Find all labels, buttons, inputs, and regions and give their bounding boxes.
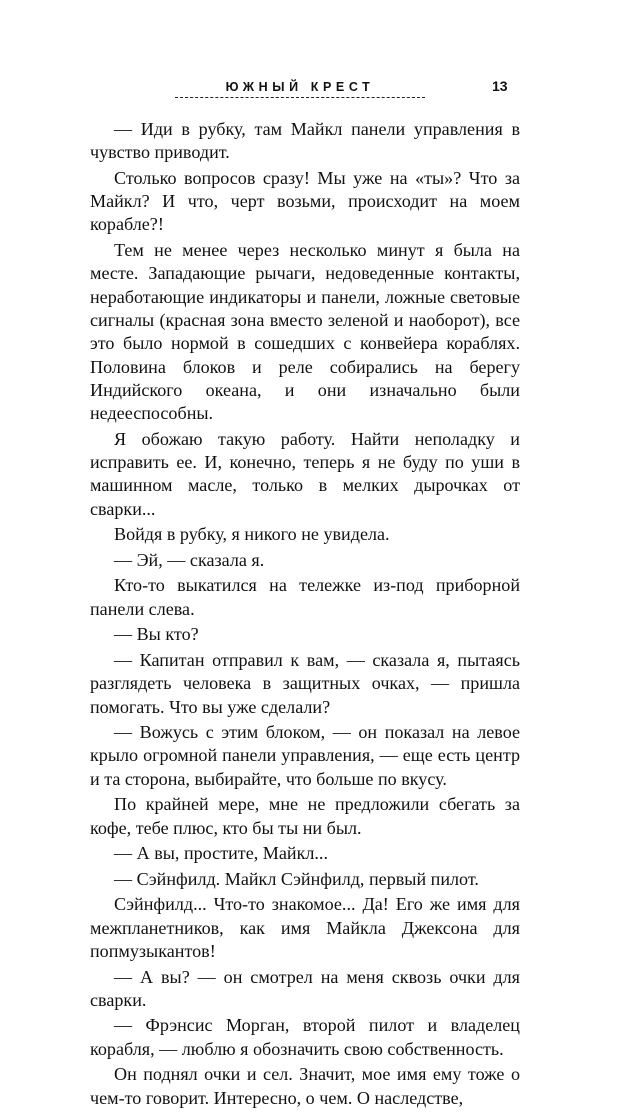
paragraph: Войдя в рубку, я никого не увидела. (114, 524, 390, 545)
header-dashed-rule (175, 97, 425, 98)
paragraph: — Сэйнфилд. Майкл Сэйнфилд, первый пилот. (114, 868, 479, 889)
paragraph: Тем не менее через несколько минут я была на месте. Западающие рычаги, недоведенные контакты, неработающие индикаторы и панели, ложные световые сигналы (красная зона вместо зеленой и наоборот), все это было нормой в сошедших с конвейера кораблях. Половина блоков и реле собирались на берегу Индийского океана, и они изначально были недееспособны. (90, 240, 520, 424)
running-head (175, 78, 425, 96)
paragraph: Кто-то выкатился на тележке из-под приборной панели слева. (90, 575, 520, 619)
paragraph: — А вы? — он смотрел на меня сквозь очки для сварки. (90, 966, 520, 1010)
paragraph: По крайней мере, мне не предложили сбегать за кофе, тебе плюс, кто бы ты ни был. (90, 794, 520, 838)
paragraph: Он поднял очки и сел. Значит, мое имя ему тоже о чем-то говорит. Интересно, о чем. О наследстве, (90, 1064, 520, 1108)
paragraph: — А вы, простите, Майкл... (114, 843, 328, 864)
page-number: 13 (492, 78, 508, 94)
paragraph: — Иди в рубку, там Майкл панели управления в чувство приводит. (90, 119, 520, 163)
paragraph: — Вожусь с этим блоком, — он показал на левое крыло огромной панели управления, — еще есть центр и та сторона, выбирайте, что больше по вкусу. (90, 722, 520, 789)
body-text (90, 118, 520, 1112)
paragraph: — Капитан отправил к вам, — сказала я, пытаясь разглядеть человека в защитных очках, — пришла помогать. Что вы уже сделали? (90, 649, 520, 717)
paragraph: — Фрэнсис Морган, второй пилот и владелец корабля, — люблю я обозначить свою собственность. (90, 1015, 520, 1059)
paragraph: Сэйнфилд... Что-то знакомое... Да! Его же имя для межпланетников, как имя Майкла Джексона для попмузыкантов! (90, 894, 520, 961)
paragraph: Столько вопросов сразу! Мы уже на «ты»? Что за Майкл? И что, черт возьми, происходит на моем корабле?! (90, 167, 520, 235)
paragraph: — Эй, — сказала я. (114, 549, 265, 570)
paragraph: — Вы кто? (114, 624, 199, 645)
paragraph: Я обожаю такую работу. Найти неполадку и исправить ее. И, конечно, теперь я не буду по уши в машинном масле, только в мелких дырочках от сварки... (90, 428, 520, 519)
running-title: ЮЖНЫЙ КРЕСТ (225, 80, 375, 94)
